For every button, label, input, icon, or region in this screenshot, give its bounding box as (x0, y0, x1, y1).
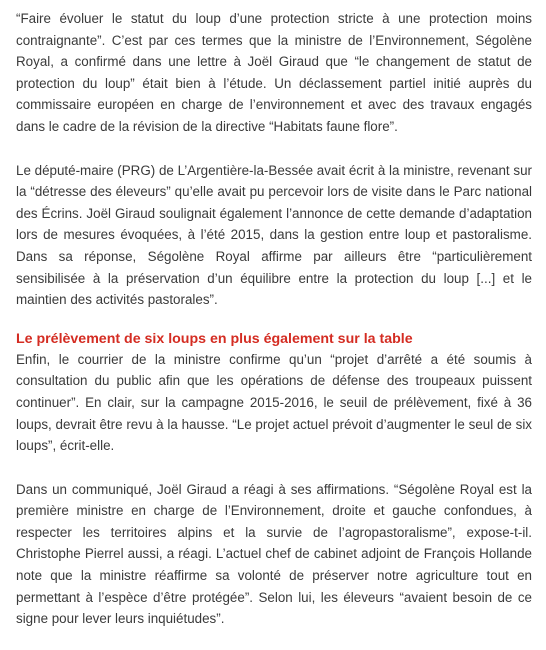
article-paragraph: Enfin, le courrier de la ministre confirme qu’un “projet d’arrêté a été soumis à consultation du public afin que les opérations de défense des troupeaux puissent continuer”. En clair, sur la campagne 2015-2016, le seuil de prélèvement, fixé à 36 loups, devrait être revu à la hausse. “Le projet actuel prévoit d’augmenter le seul de six loups”, écrit-elle. (16, 351, 532, 454)
section-subheading: Le prélèvement de six loups en plus également sur la table (16, 330, 413, 347)
article-paragraph: “Faire évoluer le statut du loup d’une protection stricte à une protection moins contraignante”. C’est par ces termes que la ministre de l’Environnement, Ségolène Royal, a confirmé dans une lettre à Joël Giraud que “le changement de statut de protection du loup” était bien à l’étude. Un déclassement partiel initié auprès du commissaire européen en charge de l’environnement et avec des travaux engagés dans le cadre de la révision de la directive “Habitats faune flore”. (16, 11, 532, 134)
article-paragraph: Le député-maire (PRG) de L’Argentière-la-Bessée avait écrit à la ministre, revenant sur la “détresse des éleveurs” qu’elle avait pu percevoir lors de visite dans le Parc national des Écrins. Joël Giraud soulignait également l’annonce de cette demande d’adaptation lors de mesures évoquées, à l’été 2015, dans la gestion entre loup et pastoralisme. Dans sa réponse, Ségolène Royal affirme par ailleurs être “particulièrement sensibilisée à la préservation d’un équilibre entre la protection du loup [...] et le maintien des activités pastorales”. (16, 162, 532, 308)
article-paragraph: Dans un communiqué, Joël Giraud a réagi à ses affirmations. “Ségolène Royal est la première ministre en charge de l’Environnement, droite et gauche confondues, à respecter les territoires alpins et la survie de l’agropastoralisme”, expose-t-il. Christophe Pierrel aussi, a réagi. L’actuel chef de cabinet adjoint de François Hollande note que la ministre réaffirme sa volonté de préserver notre agriculture tout en permettant à l’espèce d’être protégée”. Selon lui, les éleveurs “avaient besoin de ce signe pour lever leurs inquiétudes”. (16, 481, 532, 627)
